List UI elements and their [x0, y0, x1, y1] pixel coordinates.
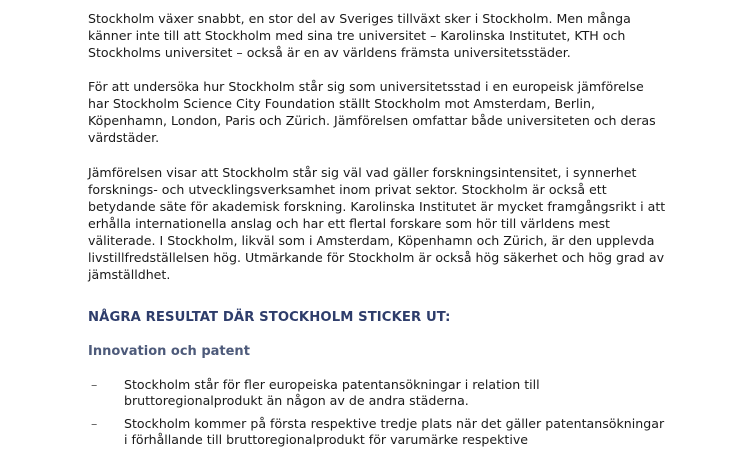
intro-paragraph: Stockholm växer snabbt, en stor del av Sveriges tillväxt sker i Stockholm. Men många känner inte till att Stockholm med sina tre universitet – Karolinska Institutet, KTH och Stockholms universitet – också är en av världens främsta universitetsstäder. [88, 11, 631, 60]
section-heading: NÅGRA RESULTAT DÄR STOCKHOLM STICKER UT: [88, 310, 451, 325]
list-dash-marker: – [91, 377, 98, 392]
list-dash-marker: – [91, 416, 98, 431]
sub-heading-innovation: Innovation och patent [88, 344, 250, 359]
list-item [88, 416, 668, 448]
list-item [88, 377, 668, 409]
result-list [88, 377, 668, 448]
list-item-text: Stockholm kommer på första respektive tredje plats när det gäller patentansökningar i förhållande till bruttoregionalprodukt för varumärke respektive [124, 416, 665, 447]
document-page [88, 10, 668, 455]
comparison-paragraph: För att undersöka hur Stockholm står sig som universitetsstad i en europeisk jämförelse har Stockholm Science City Foundation ställt Stockholm mot Amsterdam, Berlin, Köpenhamn, London, Paris och Zürich. Jämförelsen omfattar både universiteten och deras värdstäder. [88, 79, 656, 145]
findings-paragraph: Jämförelsen visar att Stockholm står sig väl vad gäller forskningsintensitet, i synnerhet forsknings- och utvecklingsverksamhet inom privat sektor. Stockholm är också ett betydande säte för akademisk forskning. Karolinska Institutet är mycket framgångsrikt i att erhålla internationella anslag och har ett flertal forskare som hör till världens mest väliterade. I Stockholm, likväl som i Amsterdam, Köpenhamn och Zürich, är den upplevda livstillfredställelsen hög. Utmärkande för Stockholm är också hög säkerhet och hög grad av jämställdhet. [88, 165, 666, 282]
list-item-text: Stockholm står för fler europeiska patentansökningar i relation till bruttoregionalprodukt än någon av de andra städerna. [124, 377, 540, 408]
